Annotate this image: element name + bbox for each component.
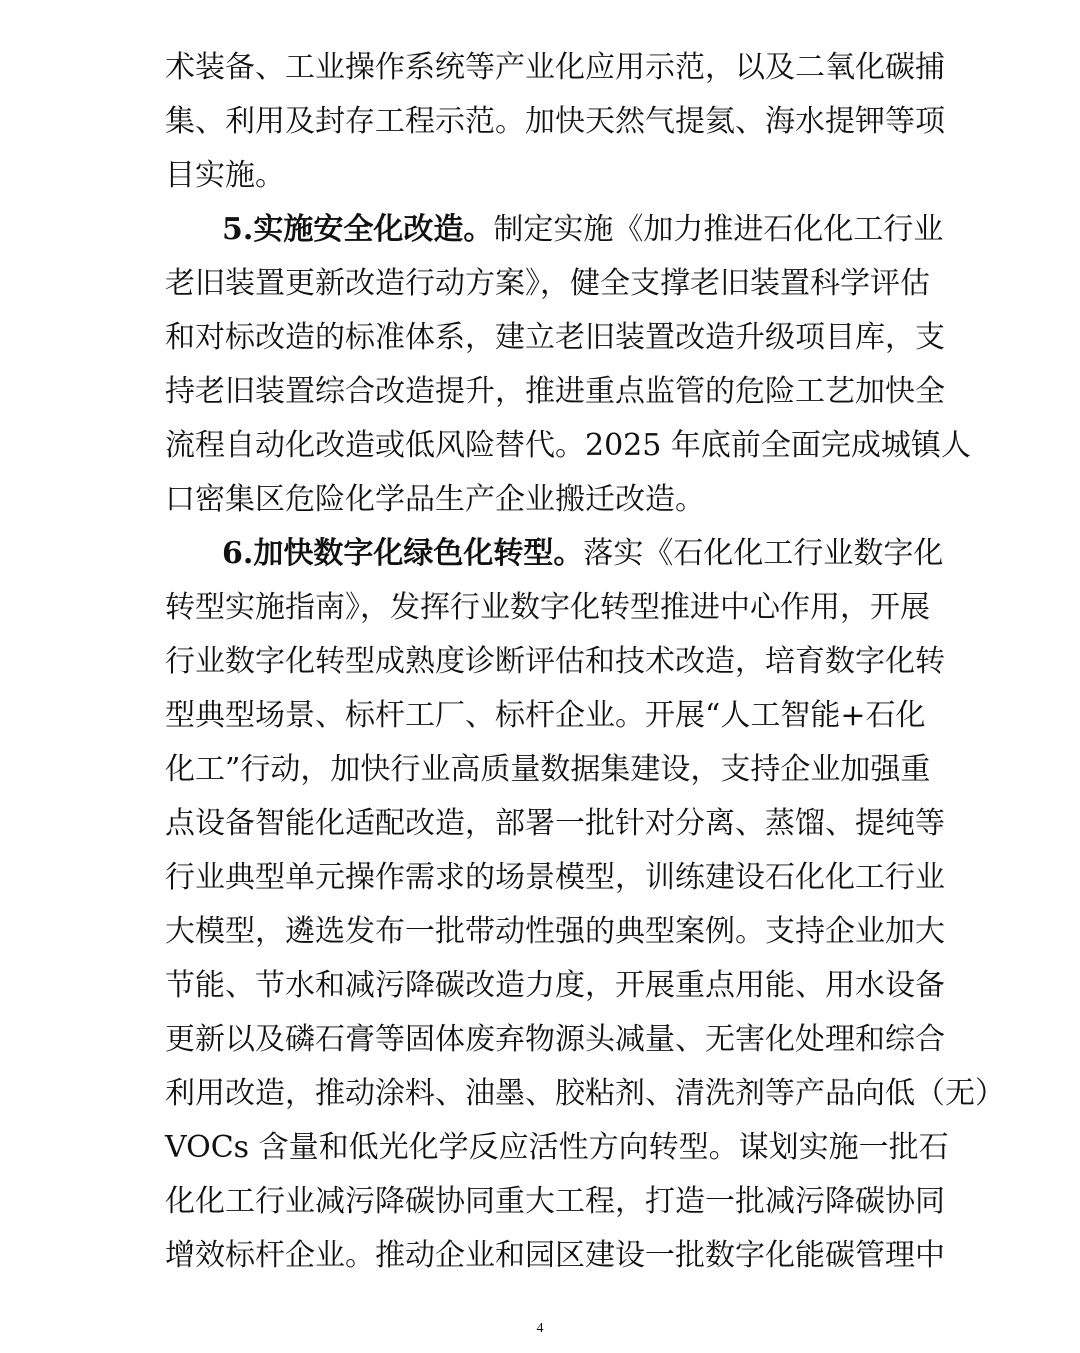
paragraph-line: 化工”行动，加快行业高质量数据集建设，支持企业加强重 xyxy=(165,752,931,787)
page-number: 4 xyxy=(536,1321,544,1336)
paragraph-first-line xyxy=(222,210,944,250)
paragraph-line: 和对标改造的标准体系，建立老旧装置改造升级项目库，支 xyxy=(165,320,945,355)
paragraph-line: 增效标杆企业。推动企业和园区建设一批数字化能碳管理中 xyxy=(165,1238,945,1273)
paragraph-text: 制定实施《加力推进石化化工行业 xyxy=(493,212,944,247)
paragraph-line: 目实施。 xyxy=(165,158,285,193)
paragraph-line: 化化工行业减污降碳协同重大工程，打造一批减污降碳协同 xyxy=(165,1184,945,1219)
paragraph-line: 转型实施指南》，发挥行业数字化转型推进中心作用，开展 xyxy=(165,590,930,625)
paragraph-first-line xyxy=(222,534,944,574)
paragraph-line: 行业典型单元操作需求的场景模型，训练建设石化化工行业 xyxy=(165,860,945,895)
paragraph-line: 集、利用及封存工程示范。加快天然气提氦、海水提钾等项 xyxy=(165,104,945,139)
section-heading: 6.加快数字化绿色化转型。 xyxy=(222,536,584,571)
paragraph-line: 行业数字化转型成熟度诊断评估和技术改造，培育数字化转 xyxy=(165,644,945,679)
paragraph-line: 利用改造，推动涂料、油墨、胶粘剂、清洗剂等产品向低（无） xyxy=(165,1076,1005,1111)
paragraph-line: 持老旧装置综合改造提升，推进重点监管的危险工艺加快全 xyxy=(165,374,945,409)
paragraph-line: 流程自动化改造或低风险替代。2025 年底前全面完成城镇人 xyxy=(165,428,971,463)
paragraph-line: 节能、节水和减污降碳改造力度，开展重点用能、用水设备 xyxy=(165,968,945,1003)
paragraph-line: 术装备、工业操作系统等产业化应用示范，以及二氧化碳捕 xyxy=(165,50,945,85)
paragraph-line: 老旧装置更新改造行动方案》，健全支撑老旧装置科学评估 xyxy=(165,266,930,301)
paragraph-line: 点设备智能化适配改造，部署一批针对分离、蒸馏、提纯等 xyxy=(165,806,945,841)
paragraph-line: 型典型场景、标杆工厂、标杆企业。开展“人工智能+石化 xyxy=(165,698,926,733)
section-heading: 5.实施安全化改造。 xyxy=(222,212,494,247)
paragraph-text: 落实《石化化工行业数字化 xyxy=(583,536,944,571)
paragraph-line: 更新以及磷石膏等固体废弃物源头减量、无害化处理和综合 xyxy=(165,1022,945,1057)
paragraph-line: 大模型，遴选发布一批带动性强的典型案例。支持企业加大 xyxy=(165,914,945,949)
paragraph-line: 口密集区危险化学品生产企业搬迁改造。 xyxy=(165,482,705,517)
paragraph-line: VOCs 含量和低光化学反应活性方向转型。谋划实施一批石 xyxy=(165,1130,949,1165)
